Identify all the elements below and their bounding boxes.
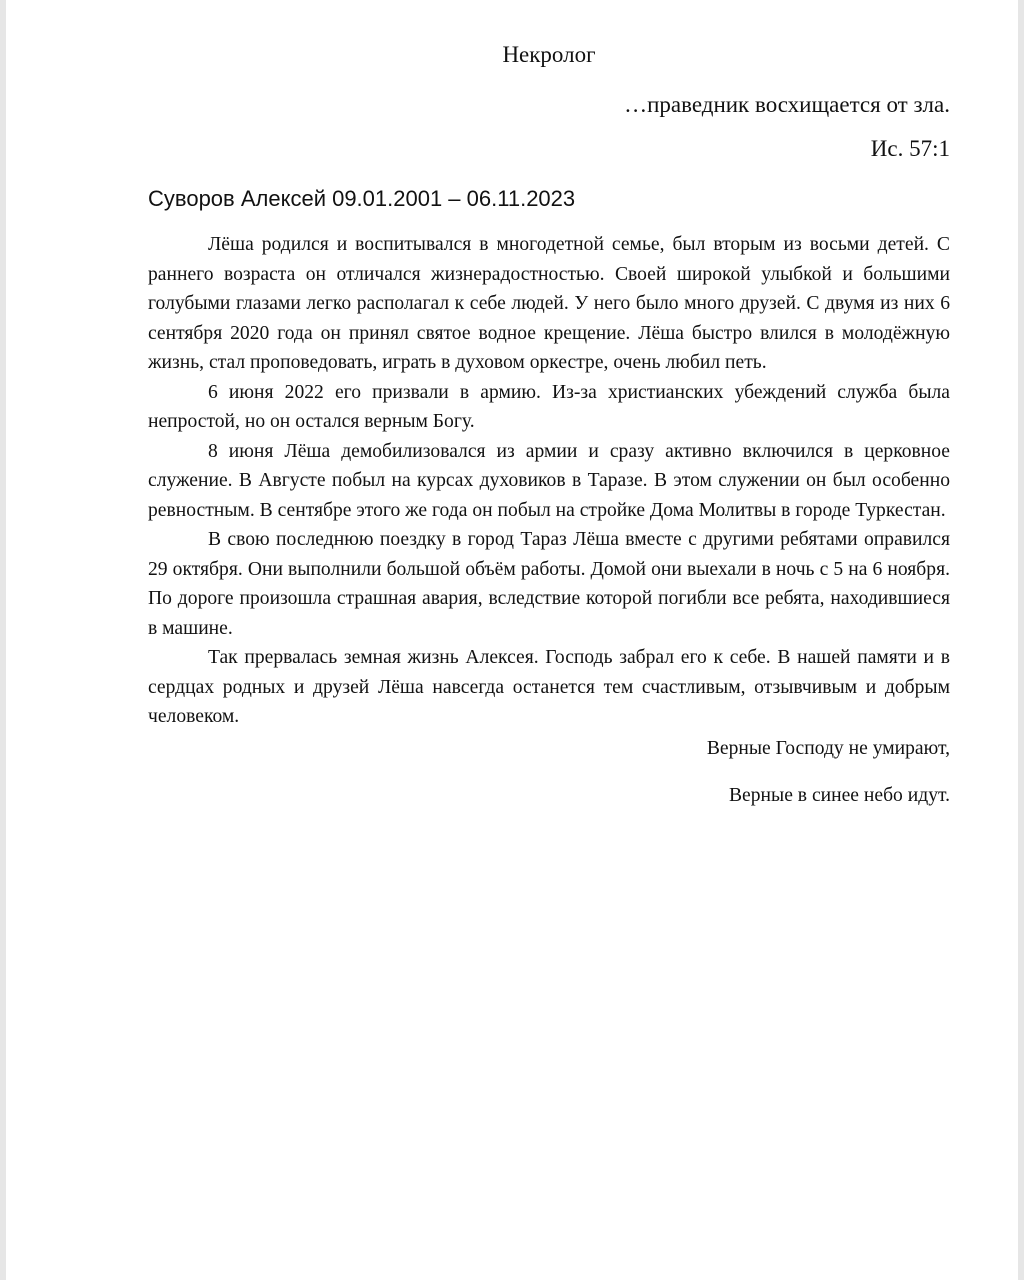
page-edge-right	[1018, 0, 1024, 1280]
paragraph: 6 июня 2022 его призвали в армию. Из-за христианских убеждений служба была непростой, но он остался верным Богу.	[148, 381, 950, 432]
paragraph: Лёша родился и воспитывался в многодетной семье, был вторым из восьми детей. С раннего возраста он отличался жизнерадостностью. Своей широкой улыбкой и большими голубыми глазами легко располагал к себе людей. У него было много друзей. С двумя из них 6 сентября 2020 года он принял святое водное крещение. Лёша быстро влился в молодёжную жизнь, стал проповедовать, играть в духовом оркестре, очень любил петь.	[148, 234, 950, 373]
document-content	[148, 38, 950, 811]
paragraph: 8 июня Лёша демобилизовался из армии и сразу активно включился в церковное служение. В Августе побыл на курсах духовиков в Таразе. В этом служении он был особенно ревностным. В сентябре этого же года он побыл на стройке Дома Молитвы в городе Туркестан.	[148, 440, 950, 521]
name-and-dates: Суворов Алексей 09.01.2001 – 06.11.2023	[148, 186, 576, 211]
closing-line: Верные Господу не умирают,	[706, 737, 950, 759]
paragraph: В свою последнюю поездку в город Тараз Лёша вместе с другими ребятами оправился 29 октября. Они выполнили большой объём работы. Домой они выехали в ночь с 5 на 6 ноября. По дороге произошла страшная авария, вследствие которой погибли все ребята, находившиеся в машине.	[148, 529, 950, 639]
epigraph: …праведник восхищается от зла.	[624, 92, 950, 117]
paragraph: Так прервалась земная жизнь Алексея. Господь забрал его к себе. В нашей памяти и в сердцах родных и друзей Лёша навсегда останется тем счастливым, отзывчивым и добрым человеком.	[148, 647, 950, 727]
page-edge-left	[0, 0, 6, 1280]
closing-line: Верные в синее небо идут.	[728, 785, 950, 806]
obituary-body	[148, 230, 950, 732]
document-title: Некролог	[502, 42, 596, 67]
epigraph-reference: Ис. 57:1	[870, 136, 950, 161]
